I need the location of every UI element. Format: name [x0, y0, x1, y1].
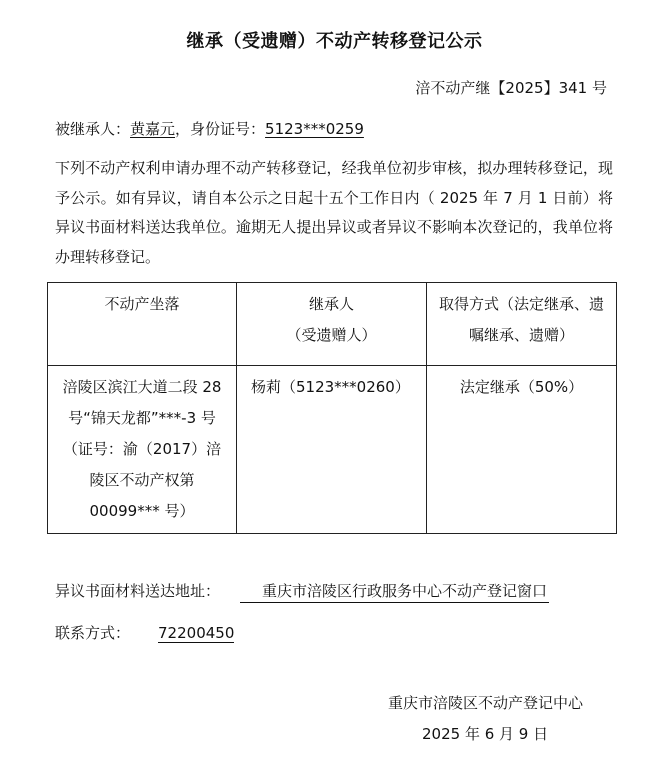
- decedent-id-label: ，身份证号：: [175, 120, 266, 138]
- cell-heir: 杨莉（5123***0260）: [237, 366, 427, 534]
- issuer-name: 重庆市涪陵区不动产登记中心: [388, 694, 584, 712]
- header-location: 不动产坐落: [48, 283, 237, 366]
- decedent-line: [55, 118, 364, 139]
- contact-line: [55, 622, 234, 643]
- cell-method: 法定继承（50%）: [427, 366, 617, 534]
- header-heir-text: 继承人 （受遗赠人）: [286, 295, 377, 344]
- address-label: 异议书面材料送达地址：: [55, 582, 221, 600]
- contact-value: 72200450: [158, 624, 235, 642]
- decedent-name: 黄嘉元: [130, 120, 176, 138]
- table-header-row: [48, 283, 617, 366]
- issue-date: 2025 年 6 月 9 日: [422, 725, 549, 743]
- header-heir: [237, 283, 427, 366]
- address-value: 重庆市涪陵区行政服务中心不动产登记窗口: [240, 580, 549, 603]
- page-title: 继承（受遗赠）不动产转移登记公示: [186, 31, 483, 52]
- cell-location: 涪陵区滨江大道二段 28 号“锦天龙都”***-3 号（证号：渝（2017）涪陵区不动产权第 00099*** 号）: [48, 366, 237, 534]
- document-number: 涪不动产继【2025】341 号: [415, 79, 607, 97]
- property-table: [47, 282, 617, 534]
- notice-paragraph: 下列不动产权利申请办理不动产转移登记，经我单位初步审核，拟办理转移登记，现予公示。如有异议，请自本公示之日起十五个工作日内（ 2025 年 7 月 1 日前）将异议书面材料送达我单位。逾期无人提出异议或者异议不影响本次登记的，我单位将办理转移登记。: [55, 159, 613, 266]
- table-row: [48, 366, 617, 534]
- objection-address-line: [55, 580, 549, 603]
- decedent-label: 被继承人：: [55, 120, 131, 138]
- contact-label: 联系方式：: [55, 624, 131, 642]
- decedent-id: 5123***0259: [265, 120, 364, 138]
- notice-body: [55, 154, 613, 272]
- header-method: 取得方式（法定继承、遗嘱继承、遗赠）: [427, 283, 617, 366]
